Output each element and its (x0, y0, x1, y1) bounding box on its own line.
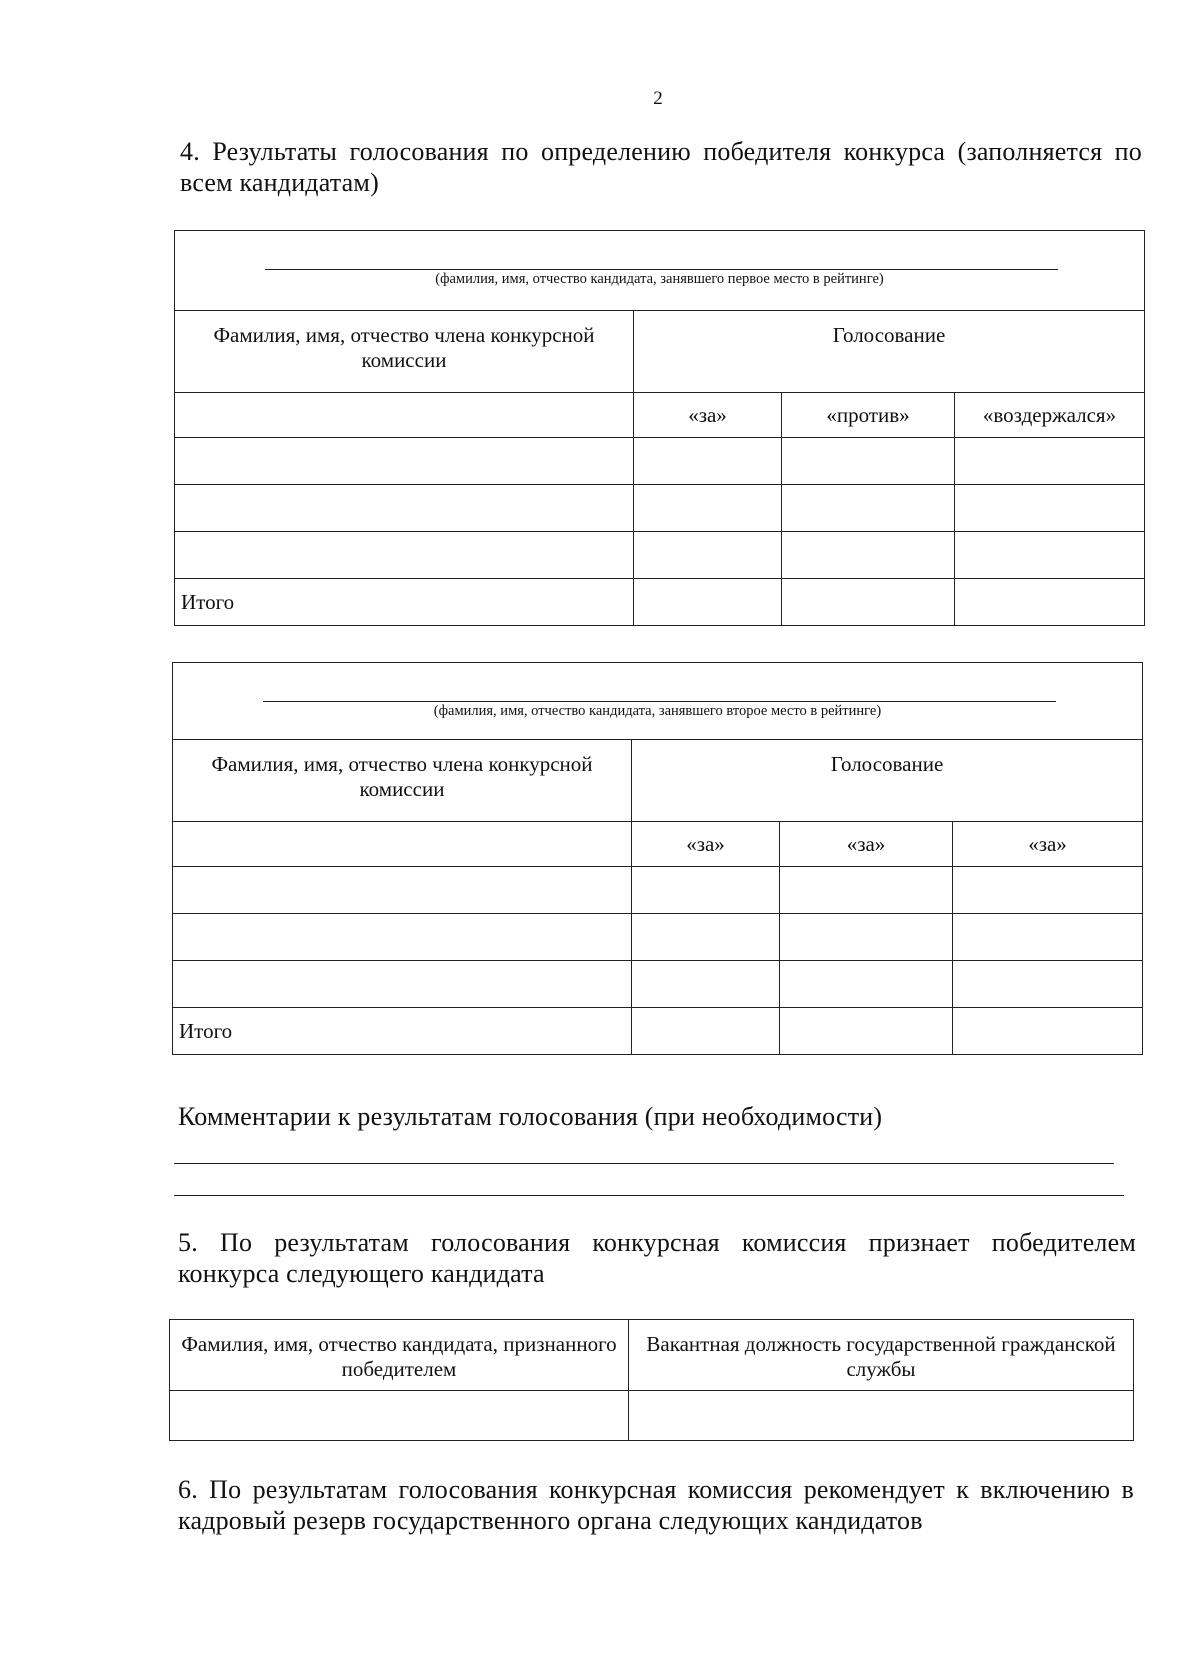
member-name-cell[interactable] (173, 867, 632, 914)
total-row (173, 1008, 1143, 1055)
vote-for-cell[interactable] (634, 485, 782, 532)
table-row (173, 867, 1143, 914)
member-name-cell[interactable] (175, 438, 634, 485)
member-name-cell[interactable] (175, 393, 634, 438)
vote-cell[interactable] (953, 961, 1143, 1008)
section-5-heading: 5. По результатам голосования конкурсная комиссия признает победителем конкурса следующего кандидата (178, 1228, 1136, 1288)
total-row (175, 579, 1145, 626)
comments-label: Комментарии к результатам голосования (при необходимости) (178, 1102, 883, 1131)
option-for-header: «за» (632, 822, 780, 867)
vote-abstained-cell[interactable] (955, 485, 1145, 532)
member-name-header: Фамилия, имя, отчество члена конкурсной комиссии (175, 311, 634, 393)
option-for-header: «за» (634, 393, 782, 438)
winner-table (169, 1319, 1134, 1441)
vote-cell[interactable] (632, 867, 780, 914)
vote-against-cell[interactable] (782, 485, 955, 532)
vote-against-cell[interactable] (782, 532, 955, 579)
total-label: Итого (173, 1008, 632, 1055)
comment-line[interactable] (174, 1195, 1124, 1196)
total-abstained-cell[interactable] (955, 579, 1145, 626)
member-name-cell[interactable] (173, 822, 632, 867)
member-name-cell[interactable] (175, 485, 634, 532)
voting-header: Голосование (632, 740, 1143, 822)
section-4-heading: 4. Результаты голосования по определению победителя конкурса (заполняется по всем кандидатам) (180, 137, 1142, 197)
voting-header: Голосование (634, 311, 1145, 393)
vote-cell[interactable] (780, 914, 953, 961)
voting-table-first-place (174, 230, 1145, 626)
candidate-name-line (263, 701, 1056, 702)
table-row (173, 914, 1143, 961)
vacant-position-header: Вакантная должность государственной гражданской службы (629, 1320, 1134, 1391)
total-cell[interactable] (780, 1008, 953, 1055)
option-against-header: «против» (782, 393, 955, 438)
voting-table-second-place (172, 662, 1143, 1055)
comment-line[interactable] (174, 1163, 1114, 1164)
vote-abstained-cell[interactable] (955, 532, 1145, 579)
member-name-cell[interactable] (173, 961, 632, 1008)
section-6-heading: 6. По результатам голосования конкурсная комиссия рекомендует к включению в кадровый резерв государственного органа следующих кандидатов (178, 1475, 1134, 1535)
option-for-header: «за» (953, 822, 1143, 867)
winner-name-cell[interactable] (170, 1391, 629, 1441)
candidate-name-caption: (фамилия, имя, отчество кандидата, занявшего второе место в рейтинге) (433, 703, 882, 719)
table-row (173, 961, 1143, 1008)
candidate-name-line (265, 269, 1058, 270)
vote-for-cell[interactable] (634, 532, 782, 579)
total-for-cell[interactable] (634, 579, 782, 626)
candidate-name-field[interactable] (175, 231, 1145, 311)
member-name-cell[interactable] (175, 532, 634, 579)
vote-cell[interactable] (632, 961, 780, 1008)
member-name-header: Фамилия, имя, отчество члена конкурсной комиссии (173, 740, 632, 822)
member-name-cell[interactable] (173, 914, 632, 961)
vote-abstained-cell[interactable] (955, 438, 1145, 485)
total-against-cell[interactable] (782, 579, 955, 626)
option-abstained-header: «воздержался» (955, 393, 1145, 438)
vote-cell[interactable] (780, 961, 953, 1008)
table-row (175, 532, 1145, 579)
table-row (175, 485, 1145, 532)
table-row (170, 1391, 1134, 1441)
total-cell[interactable] (953, 1008, 1143, 1055)
total-cell[interactable] (632, 1008, 780, 1055)
table-row (175, 438, 1145, 485)
vote-cell[interactable] (953, 867, 1143, 914)
option-for-header: «за» (780, 822, 953, 867)
vote-against-cell[interactable] (782, 438, 955, 485)
candidate-name-caption: (фамилия, имя, отчество кандидата, занявшего первое место в рейтинге) (435, 271, 884, 287)
candidate-name-field[interactable] (173, 663, 1143, 740)
vote-cell[interactable] (953, 914, 1143, 961)
vote-for-cell[interactable] (634, 438, 782, 485)
page-number: 2 (653, 88, 663, 109)
vote-cell[interactable] (632, 914, 780, 961)
vacant-position-cell[interactable] (629, 1391, 1134, 1441)
winner-name-header: Фамилия, имя, отчество кандидата, признанного победителем (170, 1320, 629, 1391)
total-label: Итого (175, 579, 634, 626)
vote-cell[interactable] (780, 867, 953, 914)
